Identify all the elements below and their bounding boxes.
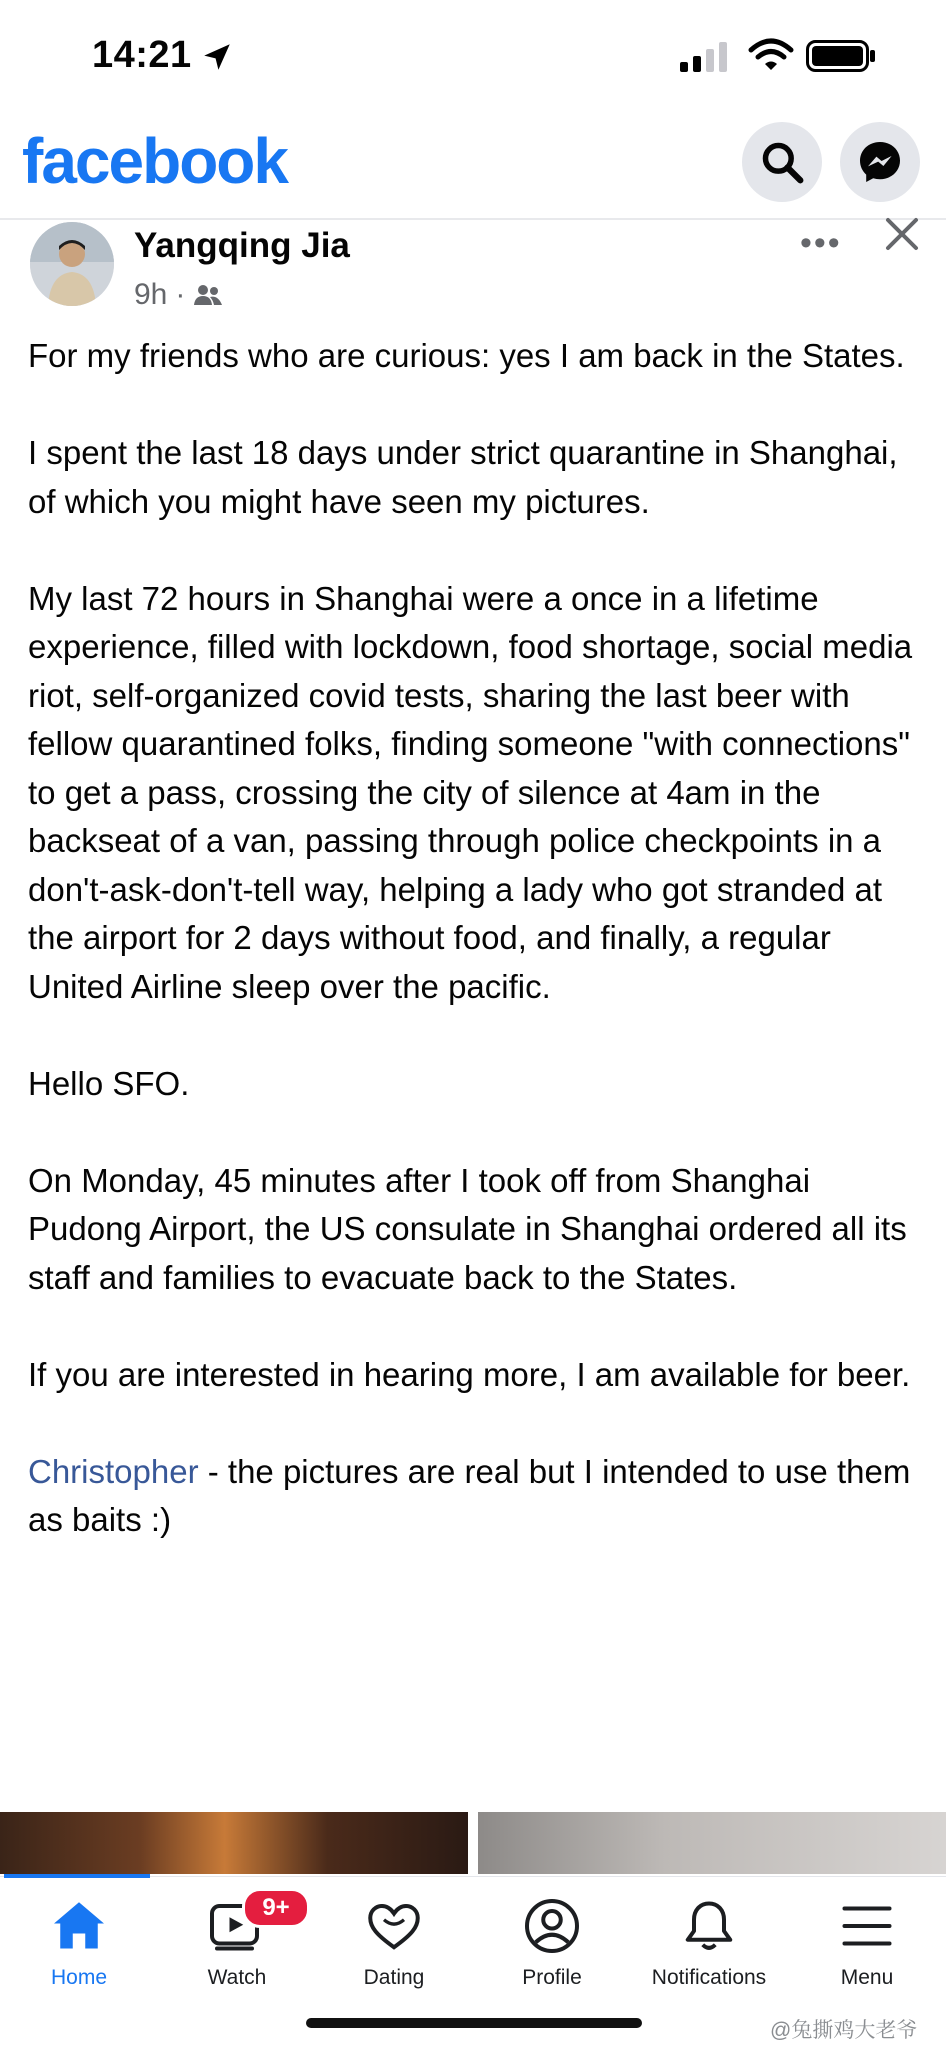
post-paragraph: For my friends who are curious: yes I am back in the States.	[28, 337, 905, 374]
more-options-button[interactable]: •••	[800, 224, 842, 262]
profile-icon	[522, 1896, 582, 1956]
post-timestamp[interactable]: 9h	[134, 278, 168, 311]
nav-notifications[interactable]	[630, 1896, 788, 1990]
nav-active-indicator	[4, 1874, 150, 1878]
messenger-icon	[856, 138, 904, 186]
nav-label: Menu	[840, 1966, 894, 1989]
nav-dating[interactable]	[315, 1896, 473, 1990]
status-time: 14:21	[92, 34, 192, 76]
mention-text: - the pictures are real but I intended to use them as baits :)	[28, 1452, 911, 1538]
nav-label: Profile	[522, 1966, 582, 1989]
mention-link[interactable]: Christopher	[28, 1452, 199, 1490]
facebook-logo[interactable]: facebook	[22, 125, 287, 197]
messenger-button[interactable]	[840, 122, 920, 202]
post-paragraph: My last 72 hours in Shanghai were a once in a lifetime experience, filled with lockdown, food shortage, social media riot, self-organized covid tests, sharing the last beer with fellow quarantined folks, finding someone "with connections" to get a pass, crossing the city of silence at 4am in the backseat of a van, passing through police checkpoints in a don't-ask-don't-tell way, helping a lady who got stranded at the airport for 2 days without food, and finally, a regular United Airline sleep over the pacific.	[28, 579, 913, 1005]
post-photo-1[interactable]	[0, 1812, 468, 1874]
nav-home[interactable]	[0, 1896, 158, 1990]
nav-label: Dating	[363, 1966, 425, 1989]
cellular-signal-icon	[680, 42, 732, 72]
battery-icon	[806, 40, 876, 72]
post-paragraph-mention	[28, 1448, 928, 1545]
post-paragraph: Hello SFO.	[28, 1064, 190, 1102]
search-icon	[760, 140, 804, 184]
wifi-icon	[748, 38, 794, 72]
nav-label: Watch	[207, 1966, 267, 1989]
nav-label: Notifications	[651, 1966, 767, 1989]
nav-profile[interactable]	[473, 1896, 631, 1990]
post-paragraph: If you are interested in hearing more, I am available for beer.	[28, 1355, 911, 1393]
post-body	[28, 332, 928, 1545]
watermark: @兔撕鸡大老爷	[770, 2019, 918, 2042]
home-indicator[interactable]	[306, 2018, 642, 2028]
header-divider	[0, 218, 946, 220]
post-meta	[134, 278, 223, 312]
author-avatar[interactable]	[30, 222, 114, 306]
dating-icon	[364, 1896, 424, 1956]
nav-menu[interactable]	[788, 1896, 946, 1990]
search-button[interactable]	[742, 122, 822, 202]
post-paragraph: I spent the last 18 days under strict quarantine in Shanghai, of which you might have seen my pictures.	[28, 434, 898, 520]
nav-label: Home	[50, 1966, 108, 1989]
meta-separator: ·	[175, 278, 186, 311]
location-arrow-icon	[200, 40, 234, 74]
friends-icon	[193, 283, 223, 307]
bell-icon	[679, 1896, 739, 1956]
post-author-name[interactable]: Yangqing Jia	[134, 226, 350, 265]
avatar-photo	[30, 222, 114, 306]
post-paragraph: On Monday, 45 minutes after I took off from Shanghai Pudong Airport, the US consulate in Shanghai ordered all its staff and families to evacuate back to the States.	[28, 1161, 907, 1296]
post-photo-2[interactable]	[478, 1812, 946, 1874]
menu-icon	[837, 1896, 897, 1956]
close-icon[interactable]	[882, 214, 922, 254]
home-icon	[49, 1896, 109, 1956]
notification-badge: 9+	[242, 1888, 310, 1928]
